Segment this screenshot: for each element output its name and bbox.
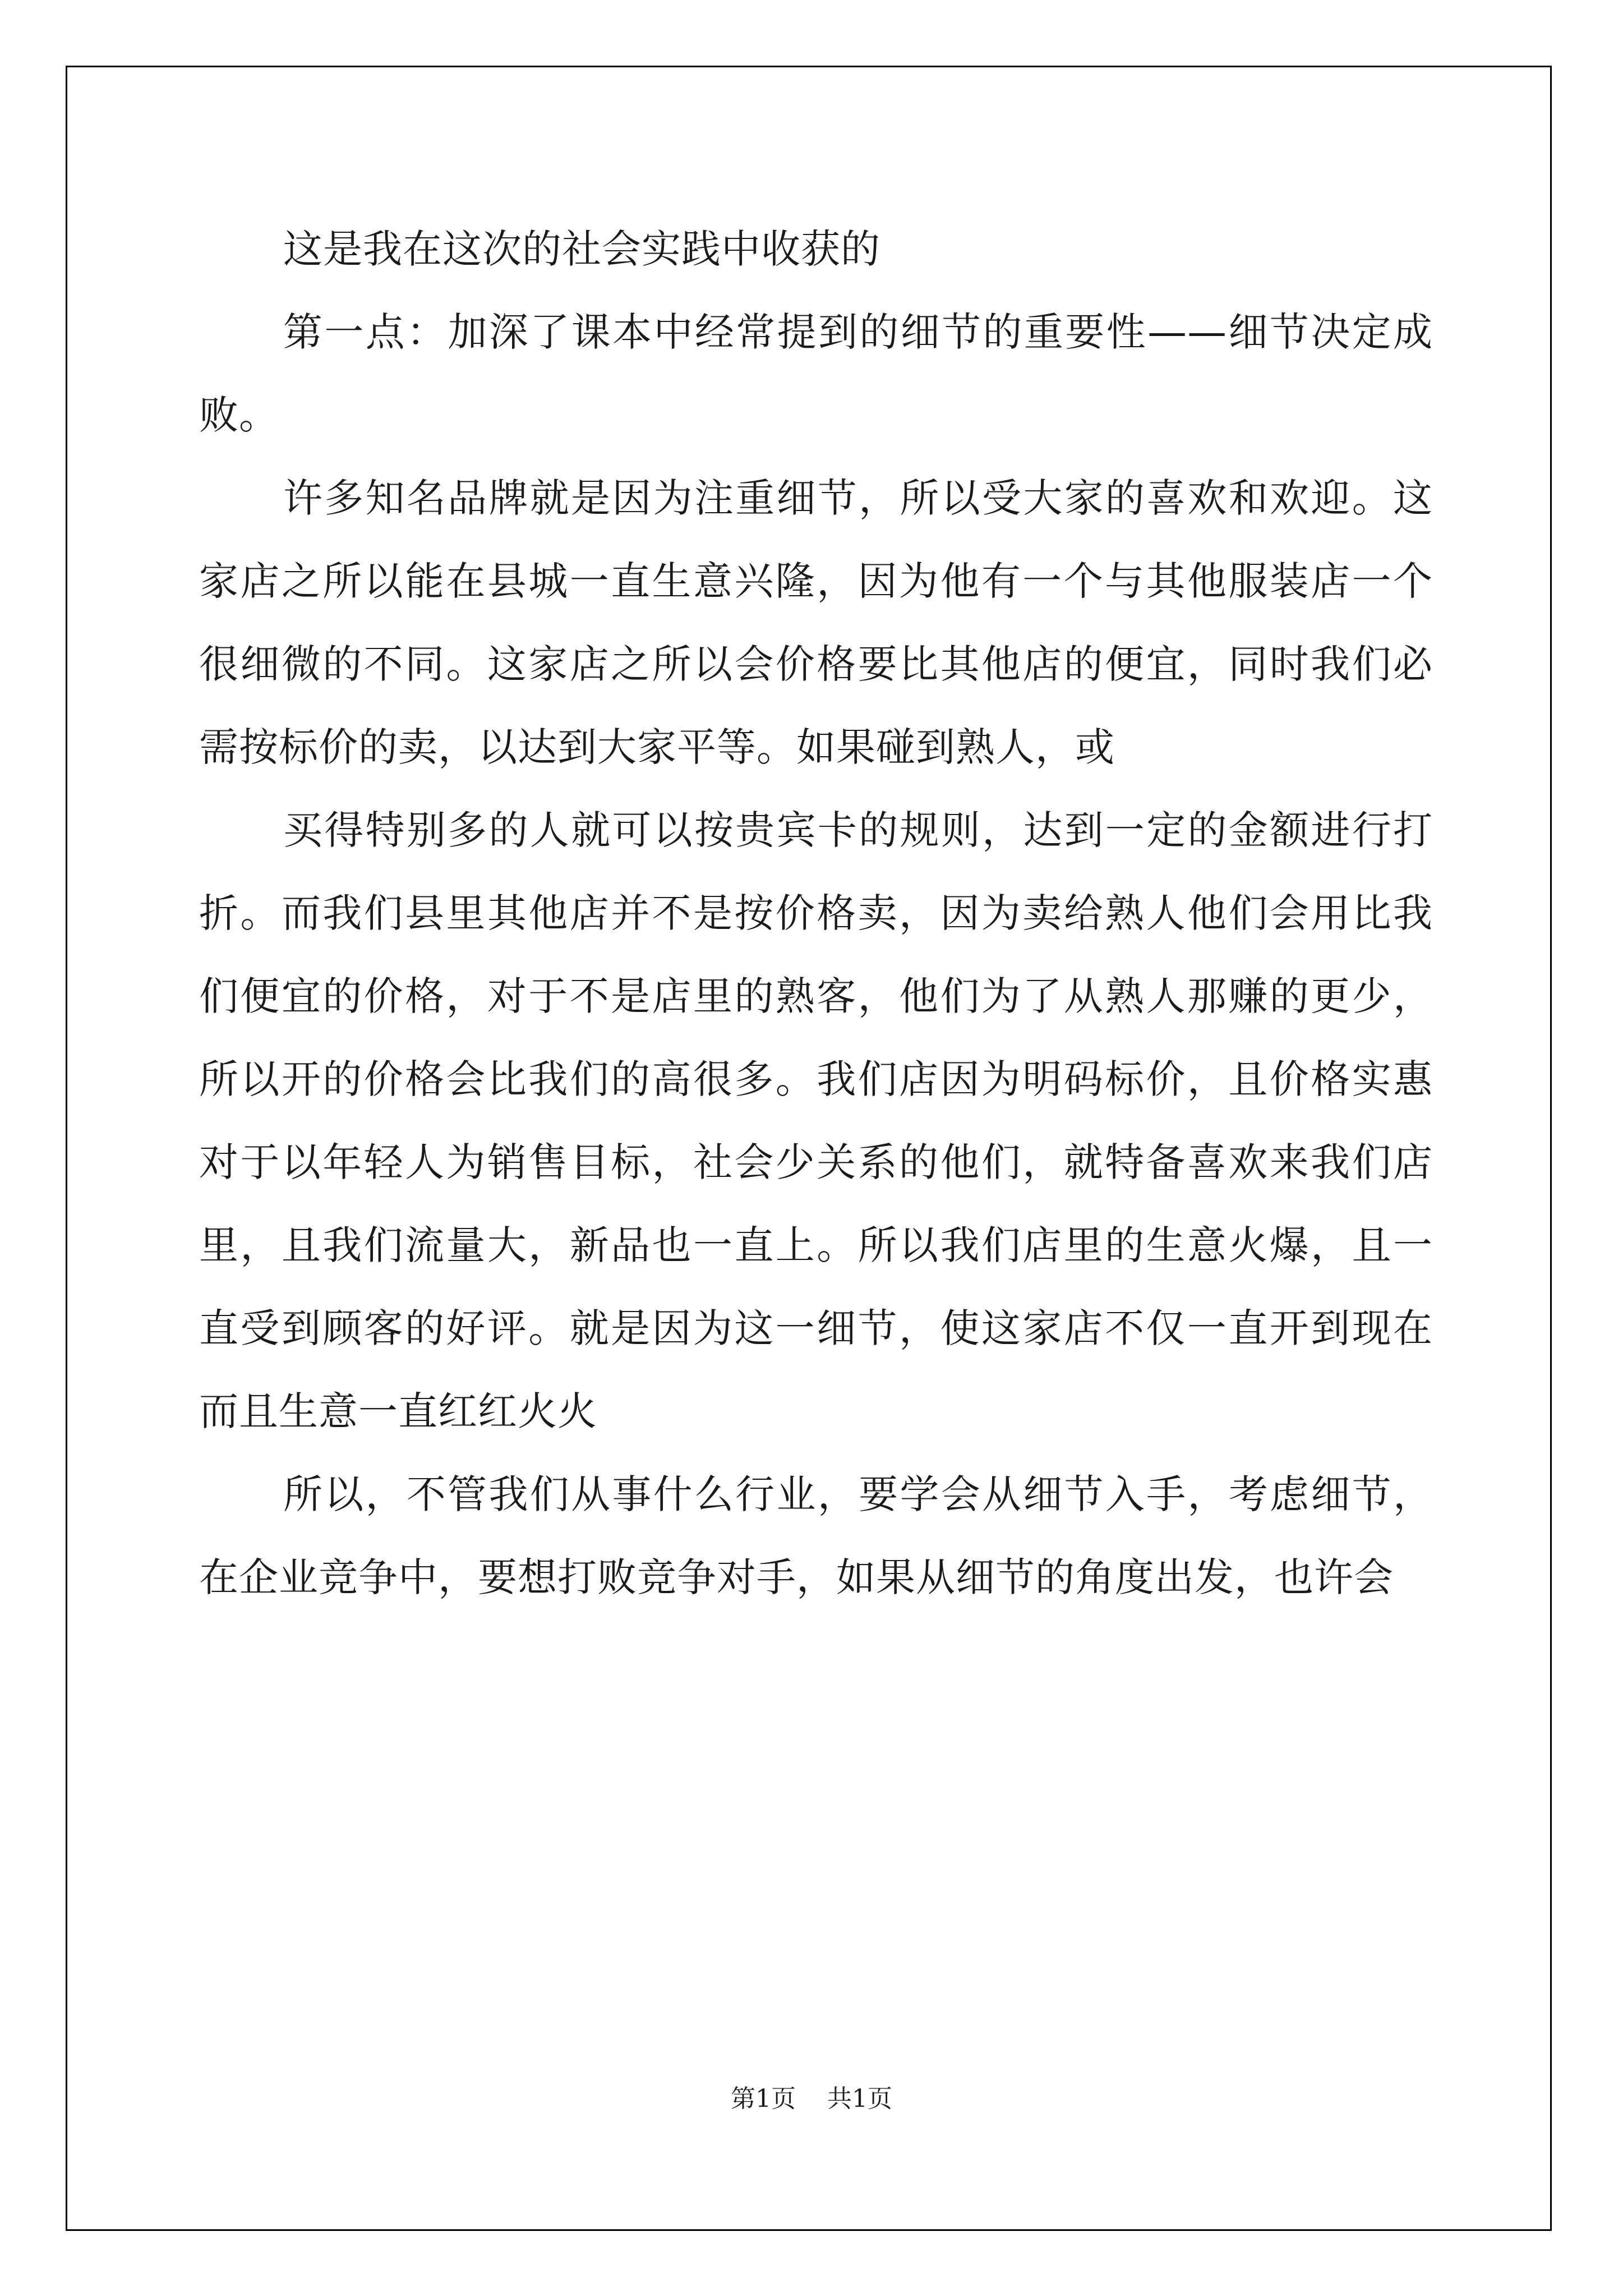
paragraph: 第一点：加深了课本中经常提到的细节的重要性——细节决定成败。	[199, 309, 1433, 438]
page-number: 第1页	[731, 2085, 796, 2113]
paragraph: 所以，不管我们从事什么行业，要学会从细节入手，考虑细节，在企业竞争中，要想打败竞争对手，如果从细节的角度出发，也许会	[199, 1471, 1433, 1600]
document-body	[199, 208, 1433, 1619]
page-footer	[0, 2078, 1623, 2114]
page-total: 共1页	[827, 2085, 892, 2113]
paragraph: 许多知名品牌就是因为注重细节，所以受大家的喜欢和欢迎。这家店之所以能在县城一直生意兴隆，因为他有一个与其他服装店一个很细微的不同。这家店之所以会价格要比其他店的便宜，同时我们必需按标价的卖，以达到大家平等。如果碰到熟人，或	[199, 475, 1433, 770]
paragraph: 买得特别多的人就可以按贵宾卡的规则，达到一定的金额进行打折。而我们县里其他店并不是按价格卖，因为卖给熟人他们会用比我们便宜的价格，对于不是店里的熟客，他们为了从熟人那赚的更少，所以开的价格会比我们的高很多。我们店因为明码标价，且价格实惠对于以年轻人为销售目标，社会少关系的他们，就特备喜欢来我们店里，且我们流量大，新品也一直上。所以我们店里的生意火爆，且一直受到顾客的好评。就是因为这一细节，使这家店不仅一直开到现在而且生意一直红红火火	[199, 807, 1433, 1434]
paragraph: 这是我在这次的社会实践中收获的	[283, 226, 880, 272]
